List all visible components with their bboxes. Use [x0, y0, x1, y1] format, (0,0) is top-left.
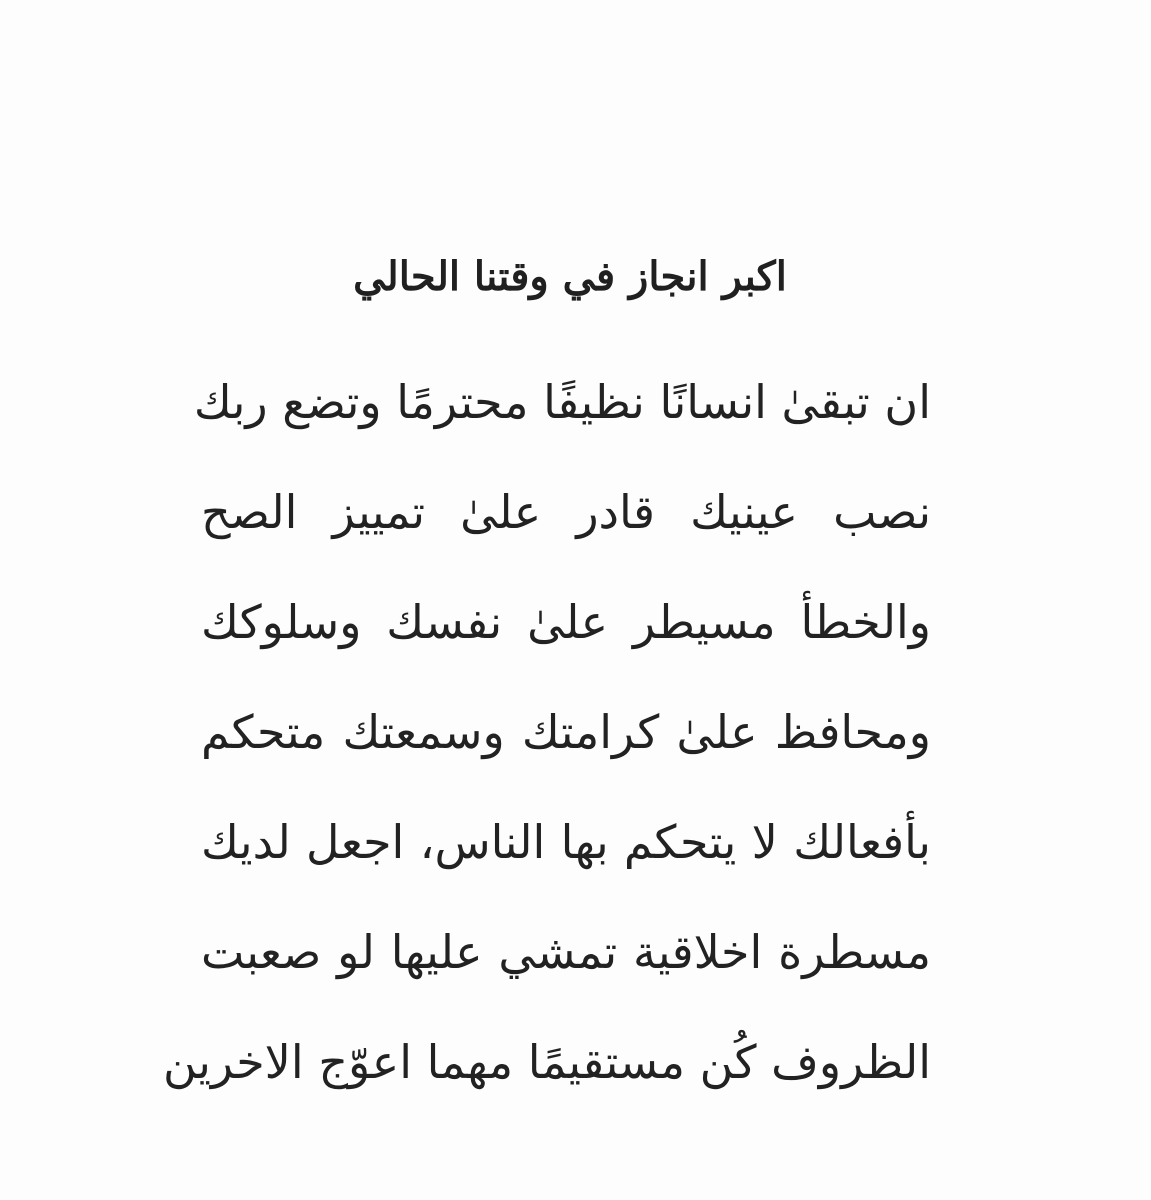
body-text-line: والخطأ مسيطر علىٰ نفسك وسلوكك — [201, 595, 931, 649]
body-text-line: ومحافظ علىٰ كرامتك وسمعتك متحكم — [201, 705, 931, 759]
body-text-line: نصب عينيك قادر علىٰ تمييز الصح — [201, 485, 931, 539]
body-text-line: مسطرة اخلاقية تمشي عليها لو صعبت — [201, 925, 931, 979]
body-text-line: الظروف كُن مستقيمًا مهما اعوّج الاخرين — [163, 1035, 931, 1089]
body-text-line: بأفعالك لا يتحكم بها الناس، اجعل لديك — [201, 815, 931, 869]
title-line-1: اكبر انجاز في وقتنا الحالي — [353, 253, 787, 300]
body-text-line: ان تبقىٰ انسانًا نظيفًا محترمًا وتضع ربك — [193, 375, 931, 429]
